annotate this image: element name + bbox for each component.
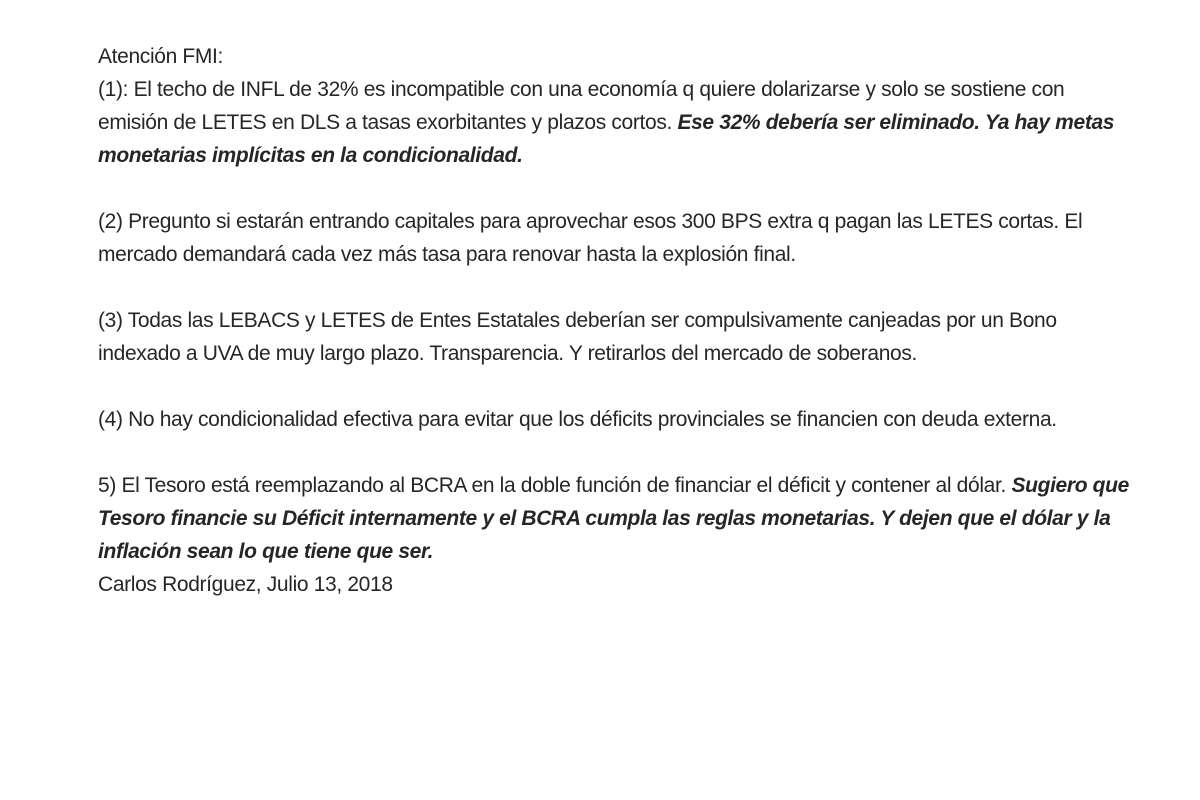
point-5 — [98, 469, 1138, 568]
point-3 — [98, 304, 1138, 370]
document-body — [98, 40, 1138, 601]
point-1-emphasis: Ese 32% debería ser eliminado. Ya hay metas monetarias implícitas en la condicionalidad. — [98, 111, 1115, 167]
point-2-text: (2) Pregunto si estarán entrando capitales para aprovechar esos 300 BPS extra q pagan las LETES cortas. El mercado demandará cada vez más tasa para renovar hasta la explosión final. — [98, 210, 1083, 266]
point-4-text: (4) No hay condicionalidad efectiva para evitar que los déficits provinciales se financien con deuda externa. — [98, 408, 1057, 431]
point-5-text: 5) El Tesoro está reemplazando al BCRA en la doble función de financiar el déficit y contener al dólar. — [98, 474, 1012, 497]
document-heading: Atención FMI: — [98, 45, 223, 68]
point-5-emphasis: Sugiero que Tesoro financie su Déficit internamente y el BCRA cumpla las reglas monetarias. Y dejen que el dólar y la inflación sean lo que tiene que ser. — [98, 474, 1129, 563]
paragraph-gap — [98, 172, 1138, 205]
point-1 — [98, 73, 1138, 172]
point-3-text: (3) Todas las LEBACS y LETES de Entes Estatales deberían ser compulsivamente canjeadas por un Bono indexado a UVA de muy largo plazo. Transparencia. Y retirarlos del mercado de soberanos. — [98, 309, 1057, 365]
point-2 — [98, 205, 1138, 271]
point-4 — [98, 403, 1138, 436]
paragraph-gap — [98, 436, 1138, 469]
paragraph-gap — [98, 370, 1138, 403]
point-1-text: (1): El techo de INFL de 32% es incompatible con una economía q quiere dolarizarse y solo se sostiene con emisión de LETES en DLS a tasas exorbitantes y plazos cortos. — [98, 78, 1065, 134]
signature: Carlos Rodríguez, Julio 13, 2018 — [98, 573, 393, 596]
paragraph-gap — [98, 271, 1138, 304]
